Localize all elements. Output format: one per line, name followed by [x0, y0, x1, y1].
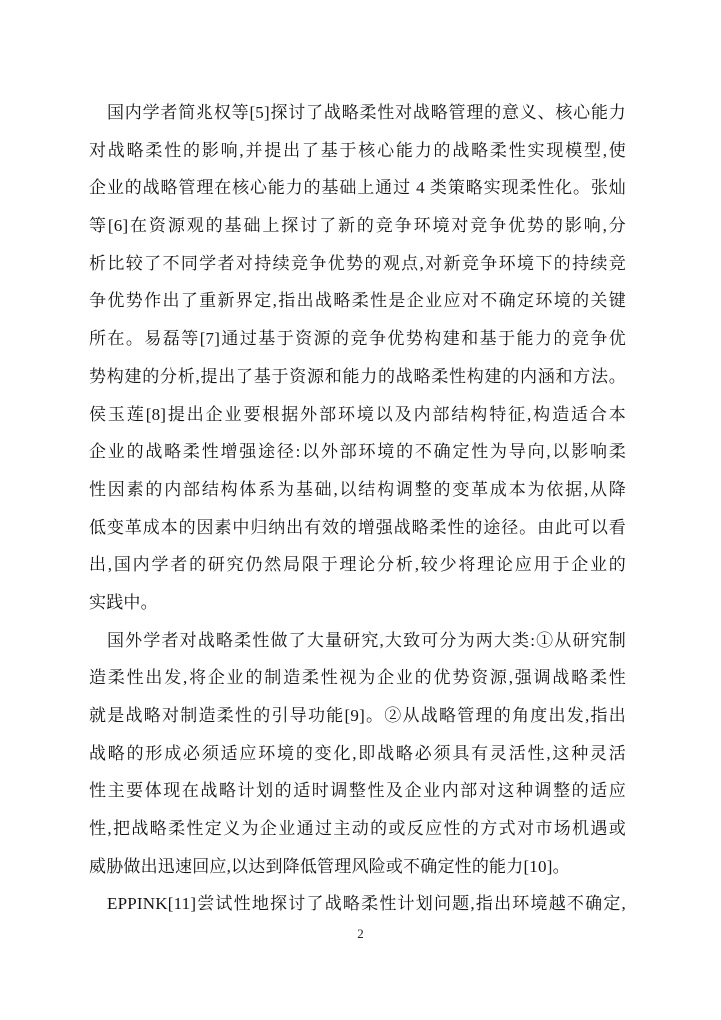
text-line: 争优势作出了重新界定,指出战略柔性是企业应对不确定环境的关键 — [89, 291, 626, 311]
text-line: 性主要体现在战略计划的适时调整性及企业内部对这种调整的适应 — [89, 781, 626, 801]
text-line: 对战略柔性的影响,并提出了基于核心能力的战略柔性实现模型,使 — [89, 140, 626, 160]
text-line: 国外学者对战略柔性做了大量研究,大致可分为两大类:①从研究制 — [107, 630, 626, 650]
text-line: 战略的形成必须适应环境的变化,即战略必须具有灵活性,这种灵活 — [89, 743, 626, 763]
text-line: 就是战略对制造柔性的引导功能[9]。②从战略管理的角度出发,指出 — [89, 706, 626, 725]
text-line: 等[6]在资源观的基础上探讨了新的竞争环境对竞争优势的影响,分 — [89, 216, 626, 236]
text-line: 出,国内学者的研究仍然局限于理论分析,较少将理论应用于企业的 — [89, 555, 626, 575]
text-line: 企业的战略管理在核心能力的基础上通过 4 类策略实现柔性化。张灿 — [89, 178, 626, 198]
text-line: EPPINK[11]尝试性地探讨了战略柔性计划问题,指出环境越不确定, — [107, 894, 626, 914]
text-line: 侯玉莲[8]提出企业要根据外部环境以及内部结构特征,构造适合本 — [89, 404, 626, 424]
text-line: 威胁做出迅速回应,以达到降低管理风险或不确定性的能力[10]。 — [89, 856, 570, 876]
text-line: 性,把战略柔性定义为企业通过主动的或反应性的方式对市场机遇或 — [89, 819, 626, 839]
text-line: 低变革成本的因素中归纳出有效的增强战略柔性的途径。由此可以看 — [89, 517, 626, 537]
page-number: 2 — [357, 926, 364, 941]
text-line: 性因素的内部结构体系为基础,以结构调整的变革成本为依据,从降 — [89, 479, 626, 499]
text-line: 国内学者简兆权等[5]探讨了战略柔性对战略管理的意义、核心能力 — [107, 103, 626, 122]
text-line: 造柔性出发,将企业的制造柔性视为企业的优势资源,强调战略柔性 — [89, 668, 626, 688]
text-line: 实践中。 — [89, 592, 158, 612]
text-line: 所在。易磊等[7]通过基于资源的竞争优势构建和基于能力的竞争优 — [89, 329, 626, 349]
text-line: 企业的战略柔性增强途径:以外部环境的不确定性为导向,以影响柔 — [89, 442, 626, 462]
body-text — [89, 94, 626, 923]
text-line: 析比较了不同学者对持续竞争优势的观点,对新竞争环境下的持续竞 — [89, 253, 626, 273]
text-line: 势构建的分析,提出了基于资源和能力的战略柔性构建的内涵和方法。 — [89, 366, 626, 386]
